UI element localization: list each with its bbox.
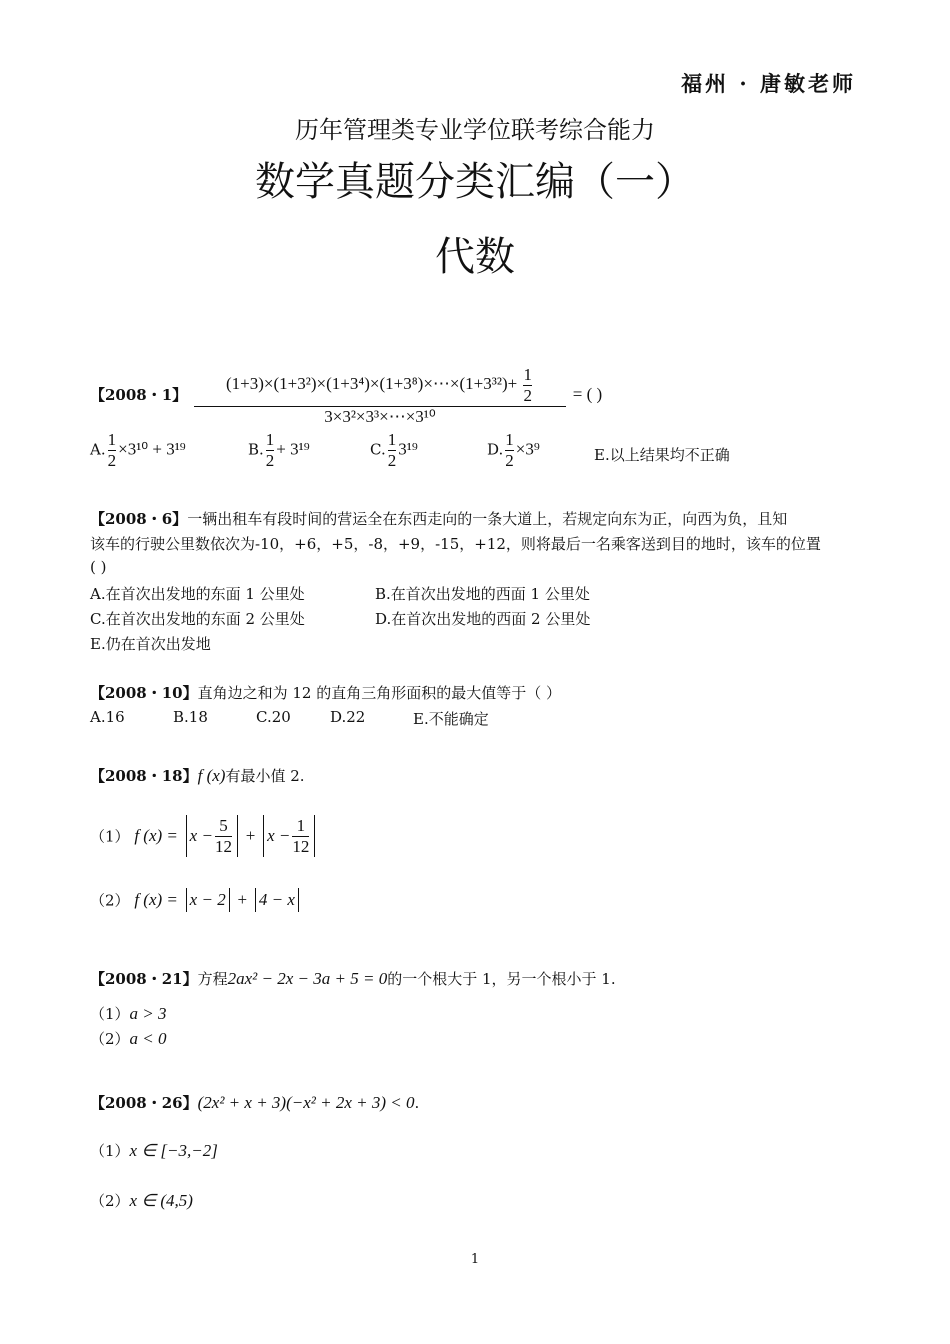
plus-sign: + <box>237 890 248 909</box>
fraction-num: 1 <box>107 430 117 449</box>
fraction-den: 12 <box>214 836 232 856</box>
main-denominator: 3×3²×3³×⋯×3¹⁰ <box>194 406 566 427</box>
condition-expr: a < 0 <box>129 1029 167 1048</box>
condition-label: （1） <box>90 1005 130 1023</box>
option-a: A.在首次出发地的东面 1 公里处 <box>90 585 305 603</box>
option-label: B. <box>248 440 264 459</box>
main-numerator: (1+3)×(1+3²)×(1+3⁴)×(1+3⁸)×⋯×(1+3³²)+ <box>225 374 518 393</box>
fraction-den: 2 <box>505 451 514 470</box>
option-d: D.在首次出发地的西面 2 公里处 <box>375 610 591 628</box>
option-label: E.以上结果均不正确 <box>594 446 730 464</box>
equation: 2ax² − 2x − 3a + 5 = 0 <box>227 969 388 988</box>
option-rest: + 3¹⁹ <box>276 439 310 459</box>
page-number: 1 <box>470 1252 480 1267</box>
half-num: 1 <box>523 364 532 384</box>
fraction-num: 1 <box>296 815 306 835</box>
condition-label: （1） <box>90 827 130 846</box>
option-b <box>248 430 310 471</box>
abs-bar <box>255 888 256 912</box>
condition-label: （2） <box>90 891 130 910</box>
condition-expr: x ∈ (4,5) <box>129 1191 193 1210</box>
option-c <box>370 430 418 471</box>
option-fraction <box>505 430 514 471</box>
option-e: E.不能确定 <box>413 710 489 728</box>
abs-bar <box>314 815 315 857</box>
abs-bar <box>186 815 187 857</box>
chapter-title: 代数 <box>435 234 515 280</box>
fraction-num: 1 <box>505 430 514 449</box>
question-tail: = ( ) <box>572 384 603 404</box>
condition-1 <box>90 1003 167 1024</box>
option-a: A.16 <box>90 708 125 726</box>
option-label: A. <box>90 440 106 459</box>
option-rest: ×3⁹ <box>515 439 540 459</box>
document-title: 数学真题分类汇编（一） <box>255 159 695 205</box>
question-tag: 【2008・1】 <box>90 386 188 404</box>
equation-lhs: f (x) = <box>134 826 178 845</box>
abs-bar <box>298 888 299 912</box>
equation-lhs: f (x) = <box>134 890 178 909</box>
fraction-num: 1 <box>387 430 397 449</box>
question-text: 方程 <box>197 970 228 988</box>
abs-bar <box>186 888 187 912</box>
option-c: C.20 <box>256 708 291 726</box>
fraction-den: 12 <box>292 836 310 856</box>
half-fraction <box>523 365 532 406</box>
abs-bar <box>229 888 230 912</box>
abs-bar <box>237 815 238 857</box>
question-tag: 【2008・21】 <box>90 970 198 988</box>
question-tag: 【2008・26】 <box>90 1094 198 1112</box>
fraction <box>292 816 309 857</box>
question-tag: 【2008・18】 <box>90 767 198 785</box>
option-d <box>487 430 540 471</box>
option-fraction <box>108 430 117 471</box>
fraction <box>215 816 232 857</box>
option-fraction <box>266 430 275 471</box>
half-den: 2 <box>523 385 532 405</box>
option-a <box>90 430 186 471</box>
question-text: 有最小值 2. <box>225 767 305 785</box>
question-2008-1 <box>90 362 602 427</box>
option-b: B.18 <box>173 708 208 726</box>
expr-term: x − <box>267 826 291 845</box>
option-b: B.在首次出发地的西面 1 公里处 <box>375 585 590 603</box>
function-symbol: f (x) <box>197 766 226 785</box>
question-2008-26 <box>90 1092 419 1113</box>
period: . <box>414 1094 420 1112</box>
question-2008-6-line3: ( ) <box>90 558 107 576</box>
document-subtitle: 历年管理类专业学位联考综合能力 <box>295 116 655 144</box>
question-2008-18 <box>90 765 305 786</box>
condition-2 <box>90 1028 167 1049</box>
condition-1 <box>90 815 318 857</box>
condition-2 <box>90 888 302 912</box>
question-2008-21 <box>90 968 616 989</box>
option-rest: ×3¹⁰ + 3¹⁹ <box>118 439 186 459</box>
question-text: 的一个根大于 1，另一个根小于 1. <box>387 970 616 988</box>
fraction-den: 2 <box>265 451 275 470</box>
question-text: 一辆出租车有段时间的营运全在东西走向的一条大道上，若规定向东为正，向西为负，且知 <box>187 510 788 528</box>
question-2008-10 <box>90 682 561 703</box>
fraction-den: 2 <box>107 451 117 470</box>
plus-sign: + <box>245 826 256 845</box>
option-e <box>594 444 730 465</box>
option-rest: 3¹⁹ <box>398 439 418 459</box>
question-text: 直角边之和为 12 的直角三角形面积的最大值等于（ ） <box>197 684 562 702</box>
option-label: C. <box>370 440 386 459</box>
condition-label: （2） <box>90 1192 130 1210</box>
condition-expr: a > 3 <box>129 1004 167 1023</box>
question-tag: 【2008・10】 <box>90 684 198 702</box>
condition-label: （2） <box>90 1030 130 1048</box>
expr-term: x − <box>189 826 213 845</box>
abs-bar <box>263 815 264 857</box>
condition-expr: x ∈ [−3,−2] <box>129 1141 218 1160</box>
author-label: 福州 · 唐敏老师 <box>681 71 856 96</box>
expr-term: 4 − x <box>258 890 295 909</box>
option-d: D.22 <box>330 708 366 726</box>
condition-2 <box>90 1190 193 1211</box>
fraction-num: 5 <box>219 815 228 835</box>
question-2008-6-line1 <box>90 508 787 529</box>
condition-1 <box>90 1140 218 1161</box>
expr-term: x − 2 <box>189 890 226 909</box>
fraction-num: 1 <box>265 430 275 449</box>
option-c: C.在首次出发地的东面 2 公里处 <box>90 610 305 628</box>
option-fraction <box>388 430 397 471</box>
main-fraction <box>194 362 566 427</box>
condition-label: （1） <box>90 1142 130 1160</box>
option-e: E.仍在首次出发地 <box>90 635 211 653</box>
inequality: (2x² + x + 3)(−x² + 2x + 3) < 0 <box>197 1093 415 1112</box>
fraction-den: 2 <box>387 451 397 470</box>
option-label: D. <box>487 440 504 459</box>
question-tag: 【2008・6】 <box>90 510 188 528</box>
question-2008-6-line2: 该车的行驶公里数依次为-10，+6，+5，-8，+9，-15，+12，则将最后一名乘客送到目的地时，该车的位置 <box>90 535 821 553</box>
